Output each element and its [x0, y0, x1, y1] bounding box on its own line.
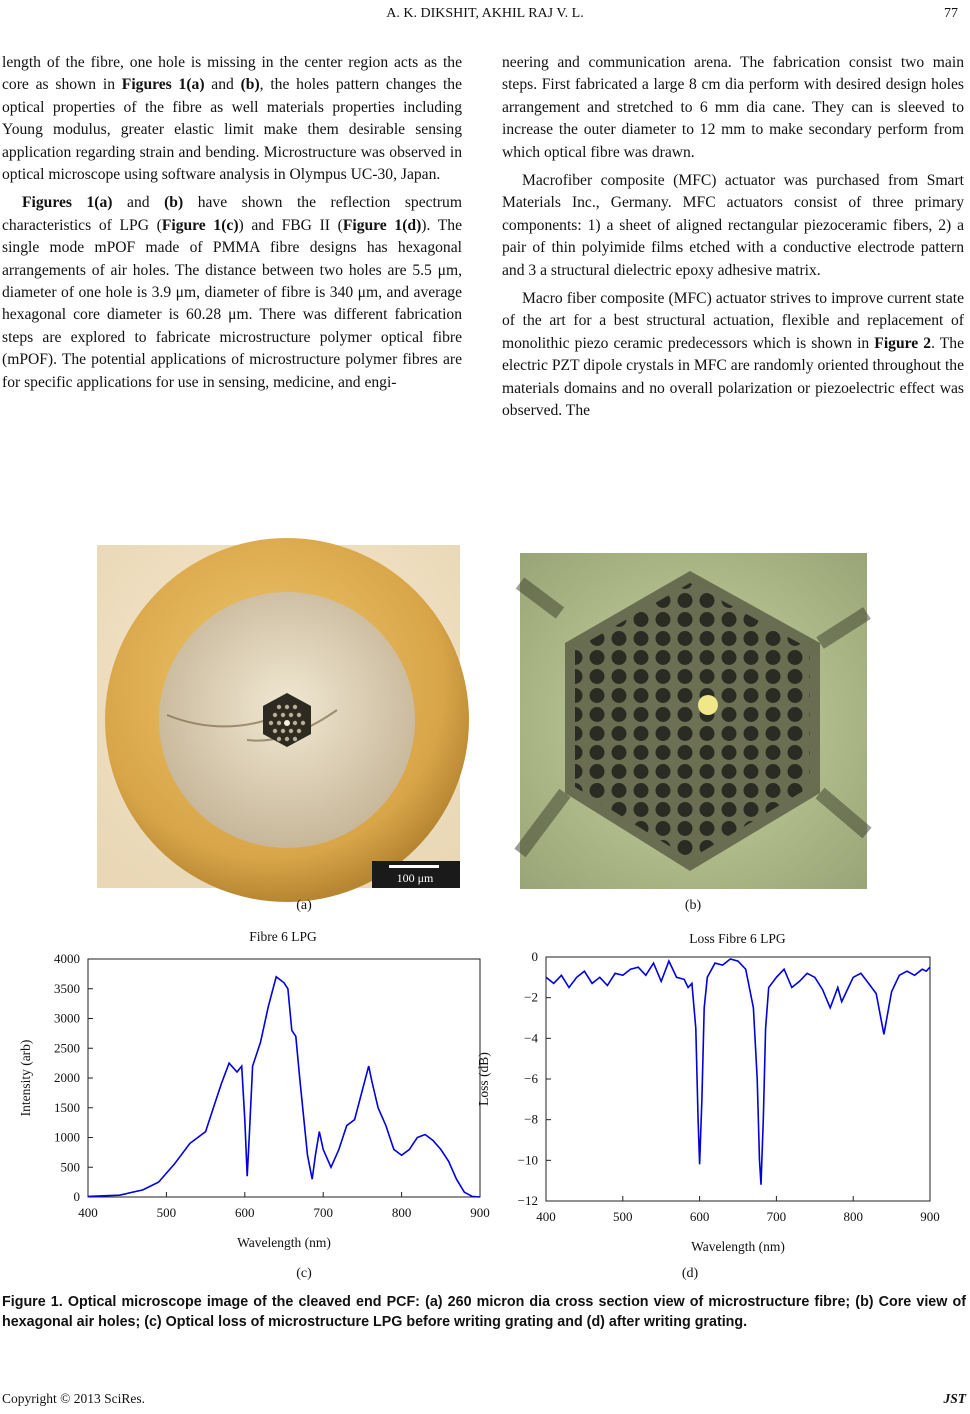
y-tick-label: −2 — [524, 989, 538, 1005]
left-paragraph-1 — [2, 52, 462, 186]
hexagonal-core-photo — [520, 553, 867, 889]
y-axis-label: Loss (dB) — [476, 1052, 491, 1106]
y-tick-label: 2500 — [54, 1040, 80, 1056]
plot-frame — [546, 957, 930, 1201]
text-run: and — [112, 194, 165, 212]
y-tick-label: 0 — [531, 949, 538, 964]
y-tick-label: 1500 — [54, 1099, 80, 1115]
y-axis-label: Intensity (arb) — [18, 1039, 33, 1117]
y-tick-label: 1000 — [54, 1129, 80, 1145]
figure-ref: Figure 1(d) — [342, 216, 422, 234]
x-tick-label: 400 — [78, 1205, 98, 1220]
y-tick-label: 3000 — [54, 1010, 80, 1026]
y-tick-label: 3500 — [54, 980, 80, 996]
x-axis-label: Wavelength (nm) — [237, 1235, 331, 1250]
page-number: 77 — [944, 6, 958, 21]
x-tick-label: 500 — [156, 1205, 177, 1220]
figure-caption: Figure 1. Optical microscope image of the cleaved end PCF: (a) 260 micron dia cross section view of microstructure fibre; (b) Core view of hexagonal air holes; (c) Optical loss of microstructure LPG before writing grating and (d) after writing grating. — [2, 1294, 966, 1330]
y-tick-label: 2000 — [54, 1070, 80, 1085]
figure-ref: Figure 1(c) — [161, 216, 239, 234]
x-tick-label: 900 — [920, 1209, 940, 1224]
y-tick-label: 0 — [73, 1189, 80, 1204]
x-tick-label: 600 — [235, 1205, 255, 1220]
running-title: A. K. DIKSHIT, AKHIL RAJ V. L. — [386, 6, 584, 21]
figure-ref: (b) — [240, 76, 260, 94]
y-tick-label: −6 — [524, 1071, 538, 1086]
x-tick-label: 900 — [470, 1205, 490, 1220]
x-tick-label: 400 — [536, 1209, 556, 1224]
right-column — [502, 52, 964, 429]
y-tick-label: −4 — [524, 1030, 538, 1046]
text-run: and — [204, 76, 241, 94]
y-tick-label: −12 — [517, 1193, 538, 1208]
fibre-cross-section-photo — [97, 545, 460, 888]
left-column — [2, 52, 462, 400]
text-run: have shown the reflection spectrum characteristics of LPG ( — [2, 194, 462, 234]
chart-c-title: Fibre 6 LPG — [249, 929, 317, 944]
right-paragraph-3 — [502, 288, 964, 422]
series-line — [88, 977, 480, 1197]
y-tick-label: 4000 — [54, 951, 80, 966]
x-tick-label: 700 — [313, 1205, 333, 1220]
page-footer — [2, 1391, 966, 1407]
chart-d-title: Loss Fibre 6 LPG — [689, 931, 786, 946]
figure-b-label: (b) — [684, 898, 702, 913]
copyright-notice: Copyright © 2013 SciRes. — [2, 1391, 146, 1406]
chart-d — [476, 945, 960, 1263]
text-run: , the holes pattern changes the optical properties of the fibre as well materials properties including Young modulus, greater elastic limit make them desirable sensing application regarding strain and bending. Microstructure was observed in optical microscope using software analysis in Olympus UC-30, Japan. — [2, 76, 462, 184]
x-tick-label: 500 — [613, 1209, 633, 1224]
right-paragraph-1: neering and communication arena. The fabrication consist two main steps. First fabricated a large 8 cm dia perform with desired design holes arrangement and stretched to 6 mm dia cane. They can is sleeved to increase the outer diameter to 12 mm to make secondary perform from which optical fibre was drawn. — [502, 54, 964, 161]
running-header — [0, 6, 970, 26]
x-axis-label: Wavelength (nm) — [691, 1239, 785, 1254]
y-tick-label: −10 — [517, 1152, 538, 1168]
text-run: ) and FBG II ( — [238, 216, 343, 234]
figure-a-label: (a) — [296, 898, 312, 913]
text-run: length of the fibre, one hole is missing in the center region acts as the core as shown in — [2, 54, 462, 94]
text-run: Macro fiber composite (MFC) actuator strives to improve current state of the art for a best structural actuation, flexible and replacement of monolithic piezo ceramic predecessors which is shown in — [502, 290, 964, 352]
figure-ref: (b) — [164, 194, 184, 212]
x-tick-label: 700 — [766, 1209, 787, 1224]
figure-c-label: (c) — [296, 1266, 312, 1281]
y-tick-label: −8 — [524, 1111, 538, 1127]
figure-ref: Figures 1(a) — [121, 76, 205, 94]
text-run: . The electric PZT dipole crystals in MFC are randomly oriented throughout the materials domains and no overall polarization or piezoelectric effect was observed. The — [502, 334, 964, 420]
journal-abbrev: JST — [943, 1391, 966, 1406]
x-tick-label: 800 — [843, 1209, 863, 1224]
chart-c — [0, 945, 490, 1263]
figure-d-label: (d) — [681, 1266, 699, 1281]
x-tick-label: 800 — [391, 1205, 412, 1220]
scale-bar-label: 100 μm — [396, 871, 434, 885]
figure-ref: Figure 2 — [874, 334, 932, 352]
y-tick-label: 500 — [60, 1159, 80, 1175]
series-line — [546, 959, 930, 1185]
left-paragraph-2 — [2, 192, 462, 394]
text-run: ). The single mode mPOF made of PMMA fibre designs has hexagonal arrangements of air holes. The distance between two holes are 5.5 μm, diameter of one hole is 3.9 μm, diameter of fibre is 340 μm, and average hexagonal core diameter is 60.28 μm. There was different fabrication steps are explored to fabricate microstructure polymer optical fibre (mPOF). The potential applications of microstructure polymer fibres are for specific applications for use in sensing, medicine, and engi- — [2, 216, 462, 391]
plot-frame — [88, 959, 480, 1197]
figure-ref: Figures 1(a) — [22, 194, 113, 212]
right-paragraph-2: Macrofiber composite (MFC) actuator was purchased from Smart Materials Inc., Germany. MFC actuators consist of three primary components: 1) a sheet of aligned rectangular piezoceramic fibers, 2) a pair of thin polyimide films etched with a conductive electrode pattern and 3 a structural dielectric epoxy adhesive matrix. — [502, 172, 964, 279]
x-tick-label: 600 — [689, 1209, 710, 1224]
